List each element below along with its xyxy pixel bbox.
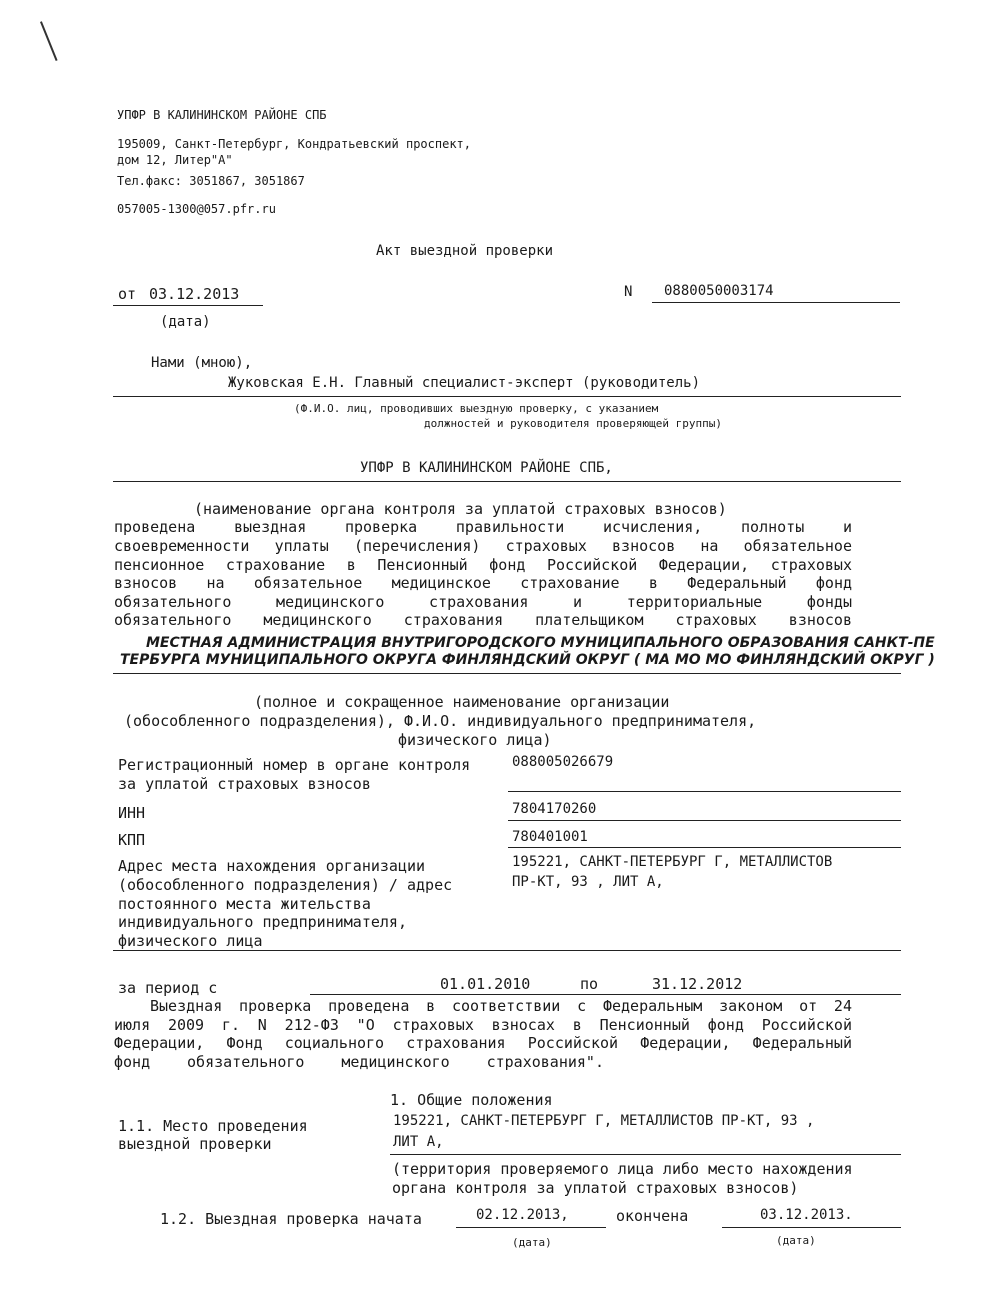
inn-value: 7804170260 [512,801,597,817]
act-date-underline [113,305,263,306]
period-label: за период с [118,979,218,997]
item11-value-line1: 195221, САНКТ-ПЕТЕРБУРГ Г, МЕТАЛЛИСТОВ ПР-КТ, 93 , [393,1113,815,1129]
control-body-name: УПФР В КАЛИНИНСКОМ РАЙОНЕ СПБ, [360,460,613,476]
inspectors-intro: Нами (мною), [151,355,253,371]
reg-number-label-line1: Регистрационный номер в органе контроля [118,756,471,774]
kpp-underline [508,847,901,848]
header-address-line1: 195009, Санкт-Петербург, Кондратьевский проспект, [117,137,472,151]
item12-end-underline [722,1227,901,1228]
item11-caption-line2: органа контроля за уплатой страховых взносов) [392,1179,799,1197]
item12-start-underline [456,1227,606,1228]
kpp-value: 780401001 [512,829,588,845]
header-org: УПФР В КАЛИНИНСКОМ РАЙОНЕ СПБ [117,108,327,122]
act-number: 0880050003174 [664,283,774,299]
item11-underline [390,1154,901,1155]
header-address-line2: дом 12, Литер"А" [117,153,233,167]
inn-label: ИНН [118,804,146,822]
organization-name-line1: МЕСТНАЯ АДМИНИСТРАЦИЯ ВНУТРИГОРОДСКОГО МУНИЦИПАЛЬНОГО ОБРАЗОВАНИЯ САНКТ-ПЕ [146,635,935,651]
act-number-label: N [624,284,633,300]
intro-line-6: обязательного медицинского страхования плательщиком страховых взносов [114,611,852,629]
act-date: 03.12.2013 [149,285,240,303]
law-line-1: Выездная проверка проведена в соответствии с Федеральным законом от 24 [150,997,852,1015]
control-body-caption: (наименование органа контроля за уплатой страховых взносов) [194,500,727,518]
law-line-3: Федерации, Фонд социального страхования Российской Федерации, Федеральный [114,1034,852,1052]
act-date-caption: (дата) [160,314,211,330]
address-underline [113,950,901,951]
address-label-line3: постоянного места жительства [118,895,371,913]
period-to-label: по [580,975,599,993]
item11-label-line1: 1.1. Место проведения [118,1117,308,1135]
item12-start-caption: (дата) [512,1236,552,1249]
item11-label-line2: выездной проверки [118,1135,272,1153]
reg-number-underline [508,791,901,792]
control-body-underline [113,481,901,482]
inspectors-names: Жуковская Е.Н. Главный специалист-эксперт (руководитель) [228,375,701,391]
address-label-line4: индивидуального предпринимателя, [118,913,407,931]
period-underline [310,994,901,995]
organization-caption-line1: (полное и сокращенное наименование организации [254,693,670,711]
act-date-prefix: от [118,285,137,303]
item12-label: 1.2. Выездная проверка начата [160,1210,422,1228]
item12-start-date: 02.12.2013, [476,1207,569,1223]
document-title: Акт выездной проверки [376,243,554,259]
item12-end-date: 03.12.2013. [760,1207,853,1223]
header-phone: Тел.факс: 3051867, 3051867 [117,174,305,188]
section1-title: 1. Общие положения [390,1091,553,1109]
inspectors-caption-line1: (Ф.И.О. лиц, проводивших выездную проверку, с указанием [294,402,659,415]
item12-end-caption: (дата) [776,1234,816,1247]
law-line-4: фонд обязательного медицинского страхования". [114,1053,604,1071]
organization-name-line2: ТЕРБУРГА МУНИЦИПАЛЬНОГО ОКРУГА ФИНЛЯНДСКИЙ ОКРУГ ( МА МО МО ФИНЛЯНДСКИЙ ОКРУГ ) [120,652,935,668]
intro-line-2: своевременности уплаты (перечисления) страховых взносов на обязательное [114,537,852,555]
address-label-line1: Адрес места нахождения организации [118,857,426,875]
act-number-underline [652,302,900,303]
address-label-line5: физического лица [118,932,263,950]
address-value-line2: ПР-КТ, 93 , ЛИТ А, [512,874,664,890]
pen-stroke-mark [40,21,58,61]
organization-caption-line2: (обособленного подразделения), Ф.И.О. индивидуального предпринимателя, [124,712,757,730]
item12-end-label: окончена [616,1207,689,1225]
item11-value-line2: ЛИТ А, [393,1134,444,1150]
intro-line-1: проведена выездная проверка правильности исчисления, полноты и [114,518,852,536]
reg-number-label-line2: за уплатой страховых взносов [118,775,371,793]
law-line-2: июля 2009 г. N 212-ФЗ "О страховых взносах в Пенсионный фонд Российской [114,1016,852,1034]
intro-line-3: пенсионное страхование в Пенсионный фонд Российской Федерации, страховых [114,556,852,574]
period-from: 01.01.2010 [440,975,531,993]
inn-underline [508,820,901,821]
organization-caption-line3: физического лица) [398,731,552,749]
organization-underline [113,673,901,674]
inspectors-caption-line2: должностей и руководителя проверяющей группы) [424,417,723,430]
reg-number-value: 088005026679 [512,754,614,770]
kpp-label: КПП [118,831,146,849]
intro-line-5: обязательного медицинского страхования и территориальные фонды [114,593,852,611]
inspectors-underline [113,396,901,397]
item11-caption-line1: (территория проверяемого лица либо место нахождения [392,1160,853,1178]
period-to: 31.12.2012 [652,975,743,993]
address-value-line1: 195221, САНКТ-ПЕТЕРБУРГ Г, МЕТАЛЛИСТОВ [512,854,833,870]
intro-line-4: взносов на обязательное медицинское страхование в Федеральный фонд [114,574,852,592]
address-label-line2: (обособленного подразделения) / адрес [118,876,453,894]
header-email: 057005-1300@057.pfr.ru [117,202,276,216]
